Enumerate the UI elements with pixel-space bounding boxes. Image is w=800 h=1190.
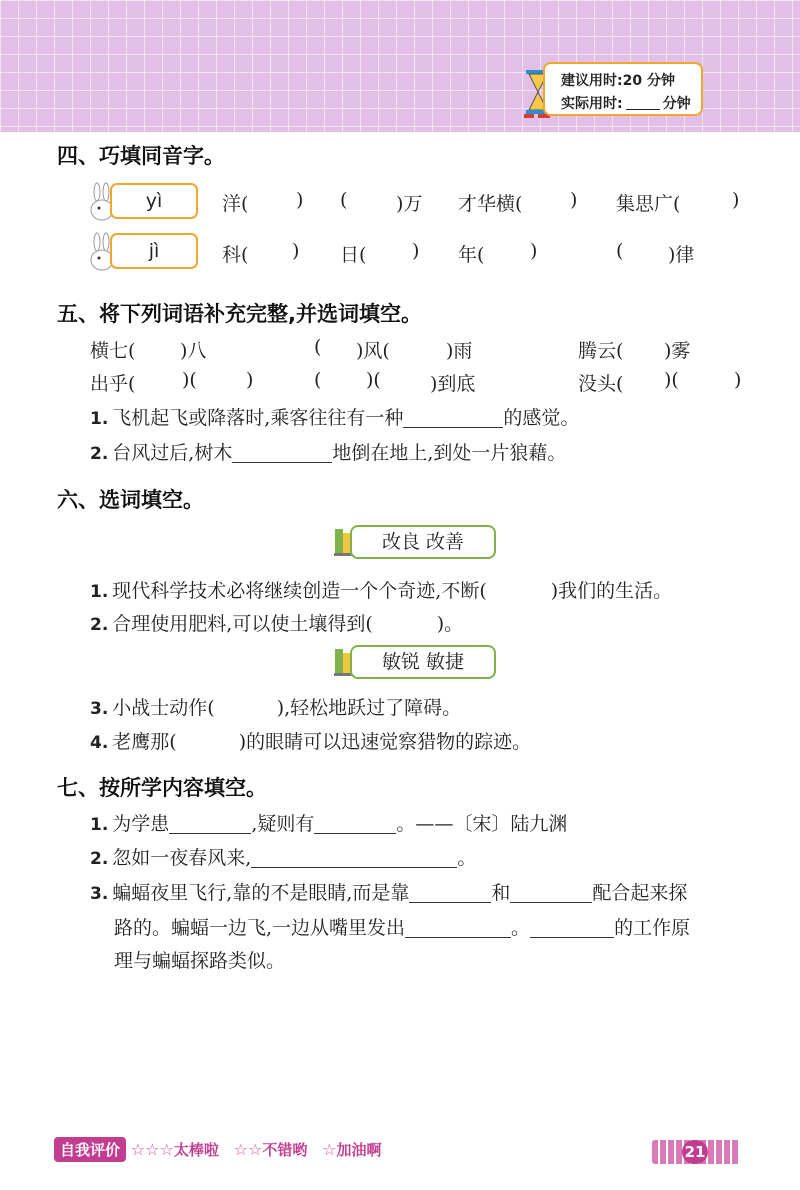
sec5-word: )( xyxy=(366,369,381,391)
sec5-word: 没头( xyxy=(578,373,624,395)
sec4-row2-item: ( xyxy=(616,240,624,262)
sec7-question-1: 1. 为学患 ,疑则有 。——〔宋〕陆九渊 xyxy=(90,813,568,835)
answer-blank[interactable] xyxy=(251,847,457,868)
sec4-row1-item: ) xyxy=(570,189,578,211)
sec4-row2-item: ) xyxy=(412,240,420,262)
sec5-word: )八 xyxy=(180,340,207,362)
answer-blank[interactable] xyxy=(510,882,592,903)
sec5-word: ) xyxy=(734,369,742,391)
sec6-question-2: 2. 合理使用肥料,可以使土壤得到( )。 xyxy=(90,613,464,635)
sec5-word: ( xyxy=(314,369,322,391)
sec7-question-2: 2. 忽如一夜春风来, 。 xyxy=(90,847,477,869)
sec4-row1-item: 洋( xyxy=(222,193,249,215)
pinyin-box-yi: yì xyxy=(110,183,198,219)
sec6-question-4: 4. 老鹰那( )的眼睛可以迅速觉察猎物的踪迹。 xyxy=(90,731,532,753)
sec5-word: )( xyxy=(664,369,679,391)
answer-blank[interactable] xyxy=(409,882,491,903)
answer-blank[interactable] xyxy=(530,917,614,938)
sec5-word: ( xyxy=(314,336,322,358)
sec5-word: 出乎( xyxy=(90,373,136,395)
answer-blank[interactable] xyxy=(232,442,332,463)
sec6-question-1: 1. 现代科学技术必将继续创造一个个奇迹,不断( )我们的生活。 xyxy=(90,580,673,602)
sec4-row2-item: ) xyxy=(292,240,300,262)
sec5-word: )( xyxy=(182,369,197,391)
actual-time: 实际用时: 分钟 xyxy=(561,96,691,112)
answer-blank[interactable] xyxy=(169,813,251,834)
sec5-word: ) xyxy=(246,369,254,391)
answer-blank[interactable] xyxy=(405,917,511,938)
section-4-title: 四、巧填同音字。 xyxy=(57,144,225,168)
pinyin-box-ji: jì xyxy=(110,233,198,269)
answer-blank[interactable] xyxy=(403,407,503,428)
sec4-row1-item: ( xyxy=(340,189,348,211)
sec4-row2-item: 年( xyxy=(458,244,485,266)
sec5-word: )雾 xyxy=(664,340,691,362)
sec5-word: )风( xyxy=(356,340,390,362)
sec5-word: 横七( xyxy=(90,340,136,362)
sec4-row2-item: ) xyxy=(530,240,538,262)
sec5-word: )雨 xyxy=(446,340,473,362)
word-choice-box: 改良 改善 xyxy=(350,525,496,559)
section-7-title: 七、按所学内容填空。 xyxy=(57,776,267,800)
sec4-row1-item: ) xyxy=(732,189,740,211)
sec4-row2-item: 日( xyxy=(340,244,367,266)
sec5-word: )到底 xyxy=(430,373,476,395)
self-eval-badge: 自我评价 xyxy=(54,1137,126,1162)
sec4-row1-item: ) xyxy=(296,189,304,211)
sec5-question-2: 2. 台风过后,树木 地倒在地上,到处一片狼藉。 xyxy=(90,442,567,464)
sec6-question-3: 3. 小战士动作( ),轻松地跃过了障碍。 xyxy=(90,697,462,719)
star-icon[interactable]: ☆☆☆ xyxy=(130,1140,174,1159)
star-icon[interactable]: ☆ xyxy=(322,1140,337,1159)
actual-time-blank[interactable] xyxy=(626,95,660,110)
section-6-title: 六、选词填空。 xyxy=(57,488,204,512)
time-box xyxy=(543,62,703,116)
sec4-row1-item: )万 xyxy=(396,193,423,215)
sec4-row1-item: 才华横( xyxy=(458,193,523,215)
sec4-row2-item: 科( xyxy=(222,244,249,266)
sec5-word: 腾云( xyxy=(578,340,624,362)
sec5-question-1: 1. 飞机起飞或降落时,乘客往往有一种 的感觉。 xyxy=(90,407,580,429)
sec4-row2-item: )律 xyxy=(668,244,695,266)
sec7-question-3-end: 理与蝙蝠探路类似。 xyxy=(114,950,286,972)
word-choice-box: 敏锐 敏捷 xyxy=(350,645,496,679)
sec7-question-3: 3. 蝙蝠夜里飞行,靠的不是眼睛,而是靠 和 配合起来探 xyxy=(90,882,688,904)
sec7-question-3-cont: 路的。蝙蝠一边飞,一边从嘴里发出 。 的工作原 xyxy=(114,917,691,939)
star-icon[interactable]: ☆☆ xyxy=(233,1140,263,1159)
answer-blank[interactable] xyxy=(314,813,396,834)
suggested-time: 建议用时:20 分钟 xyxy=(561,73,675,89)
self-evaluation: 自我评价 ☆☆☆太棒啦 ☆☆不错哟 ☆加油啊 xyxy=(54,1137,391,1163)
section-5-title: 五、将下列词语补充完整,并选词填空。 xyxy=(57,302,422,326)
sec4-row1-item: 集思广( xyxy=(616,193,681,215)
page-number: 21 xyxy=(652,1140,740,1164)
